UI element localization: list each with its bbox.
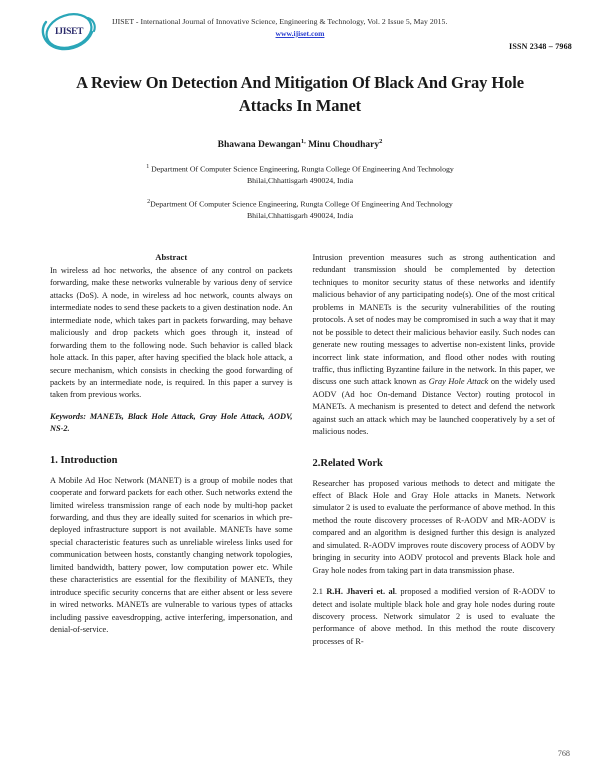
affiliation-1-line-2: Bhilai,Chhattisgarh 490024, India: [246, 175, 354, 185]
author-2-affiliation-marker: 2: [379, 137, 383, 145]
issn-label: ISSN 2348 – 7968: [509, 42, 572, 51]
affiliation-1-marker: 1: [146, 163, 150, 170]
paper-title: A Review On Detection And Mitigation Of Black And Gray Hole Attacks In Manet: [76, 73, 524, 115]
page-number: 768: [557, 749, 570, 758]
gray-hole-attack-emphasis: Gray Hole Attack: [428, 377, 489, 387]
author-1-name: Bhawana Dewangan: [217, 139, 301, 150]
affiliation-2-marker: 2: [147, 198, 151, 205]
keywords-line: Keywords: MANETs, Black Hole Attack, Gray Hole Attack, AODV, NS-2.: [50, 411, 293, 434]
subsection-body-text: . proposed a modified version of R-AODV to detect and isolate multiple black hole and gray hole nodes during route discovery process. Network simulator 2 is used to evaluate the performance of above method. In this method the route discovery processes of R-: [312, 587, 555, 646]
subsection-2-1-paragraph: [313, 586, 556, 648]
introduction-paragraph: A Mobile Ad Hoc Network (MANET) is a group of mobile nodes that cooperate and forward packets for each other. Such networks extend the limited wireless transmission range of each node by multi-hop packet forwarding, and thus they are ideally suited for scenarios in which pre-deployed infrastructure support is not available. MANETs have some special characteristic features such as unreliable wireless links used for communication between hosts, constantly changing network topologies, limited bandwidth, battery power, low computation power etc. While these characteristics are essential for the flexibility of MANETs, they introduce specific security concerns that are either absent or less severe in wired networks. MANETs are vulnerable to various types of attacks including passive eavesdropping, active interfering, impersonation, and denial-of-service.: [50, 475, 293, 634]
related-work-paragraph: Researcher has proposed various methods to detect and mitigate the effect of Black Hole and Gray Hole attacks in Manets. Network simulator 2 is used to evaluate the performance of above method. In this method the route discovery processes of R-AODV and MR-AODV is compared and an algorithm is designed further this design is analyzed and simulated. R-AODV improves route discovery process of AODV by bringing in security into AODV protocol and prevents Black hole and Gray hole nodes from taking part in data transmission phase.: [312, 478, 555, 575]
section-heading-introduction: 1. Introduction: [50, 454, 118, 466]
affiliation-1-line-1: Department Of Computer Science Engineering, Rungta College Of Engineering And Technology: [149, 164, 454, 174]
abstract-heading: Abstract: [155, 252, 188, 262]
subsection-number: 2.1: [312, 587, 327, 597]
right-column: [313, 252, 556, 657]
affiliation-2-line-2: Bhilai,Chhattisgarh 490024, India: [246, 210, 354, 220]
two-column-body: [50, 252, 555, 657]
journal-citation-line: IJISET - International Journal of Innovative Science, Engineering & Technology, Vol. 2 Issue 5, May 2015.: [112, 17, 448, 26]
affiliation-1: [65, 163, 535, 187]
logo-label: IJISET: [54, 27, 84, 37]
section-heading-related-work: 2.Related Work: [312, 457, 383, 469]
intro-text-part-1: Intrusion prevention measures such as strong authentication and redundant transmission should be complemented by detection techniques to monitor security status of these networks and identify malicious behavior of any participating node(s). One of the most critical problems in MANETs is the security vulnerabilities of the routing protocols. A set of nodes may be compromised in such a way that it may not be possible to detect their malicious behavior easily. Such nodes can generate new routing messages to advertise non-existent links, provide incorrect link state information, and flood other nodes with routing traffic, thus inflicting Byzantine failure in the network. In this paper, we discuss one such attack known as: [312, 253, 555, 387]
affiliation-2-line-1: Department Of Computer Science Engineering, Rungta College Of Engineering And Technology: [150, 199, 453, 209]
intrusion-prevention-paragraph: [313, 252, 556, 439]
author-2-name: Minu Choudhary: [305, 139, 380, 150]
affiliation-2: [65, 198, 535, 222]
masthead: [0, 0, 600, 58]
left-column: [50, 252, 293, 657]
abstract-paragraph: In wireless ad hoc networks, the absence of any control on packets forwarding, make these networks vulnerable by various deny of service attacks (DoS). A node, in wireless ad hoc network, counts always on intermediate nodes to send these packets to a given destination node. An intermediate node, which takes part in packets forwarding, may behave maliciously and drop packets which goes through it, instead of forwarding them to the following node. Such behavior is called black hole attack. In this paper, after having specified the black hole attack, a secure mechanism, which consists in checking the good forwarding of packets by an intermediate node, is required. In this paper a survey is taken from previous works.: [50, 266, 293, 400]
author-1-affiliation-marker: 1,: [300, 137, 306, 145]
cited-author-name: R.H. Jhaveri et. al: [326, 587, 395, 597]
author-list: [50, 138, 550, 150]
intro-text-part-2: on the widely used AODV (Ad hoc On-demand Distance Vector) routing protocol in MANETs. A mechanism is presented to detect and defend the network against such an attack which may be launched cooperatively by a set of malicious nodes.: [312, 377, 555, 437]
journal-website-link[interactable]: www.ijiset.com: [275, 29, 325, 38]
